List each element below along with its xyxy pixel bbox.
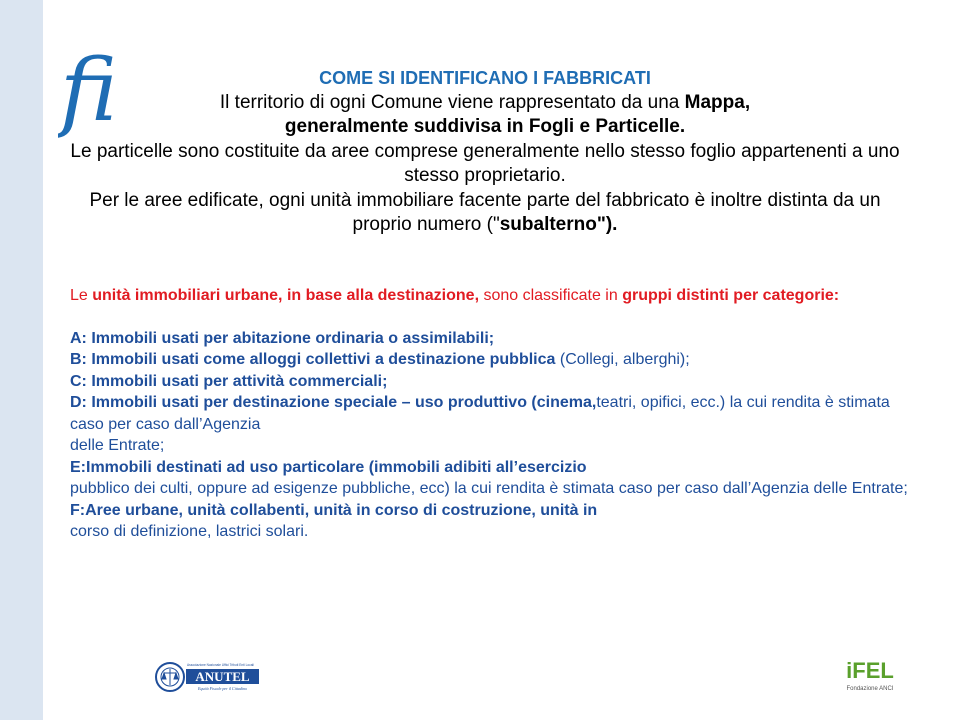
intro-text-1: Le [70,287,93,304]
category-d-text: teatri, opifici, ecc.) la cui rendita è stimata caso per caso dall’Agenzia [70,394,890,433]
anutel-logo-icon [155,660,260,694]
category-e-text: pubblico dei culti, oppure ad esigenze pubbliche, ecc) la cui rendita è stimata caso per caso dall’Agenzia delle Entrate; [70,480,908,497]
header-line-1-text: Il territorio di ogni Comune viene rappresentato da una [219,91,685,113]
category-a-bold: A: Immobili usati per abitazione ordinaria o assimilabili; [70,329,495,347]
slide-title: COME SI IDENTIFICANO I FABBRICATI [319,68,651,88]
header-line-4-text: Per le aree edificate, ogni unità immobiliare facente parte del fabbricato è inoltre distinta da un proprio numero (" [89,189,881,235]
left-decorative-bar [0,0,43,720]
category-d [70,392,910,435]
category-d-bold: D: Immobili usati per destinazione speciale – uso produttivo (cinema, [70,394,597,411]
slide-header [70,66,900,238]
category-f [70,500,910,522]
category-f-text: corso di definizione, lastrici solari. [70,523,309,540]
ifel-caption: Fondazione ANCI [846,686,894,692]
ifel-name: iFEL [846,658,894,683]
header-line-4-bold: subalterno"). [499,214,618,235]
header-line-4 [70,189,900,238]
category-a [70,328,910,350]
category-e-bold: E:Immobili destinati ad uso particolare (immobili adibiti all’esercizio [70,458,587,476]
fi-logo-mark: fi [60,41,118,140]
category-d-continued: delle Entrate; [70,437,165,454]
anutel-name: ANUTEL [195,669,250,684]
intro-bold-1: unità immobiliari urbane, in base alla destinazione, [92,287,480,304]
category-b-text: (Collegi, alberghi); [555,351,690,368]
header-line-3: Le particelle sono costituite da aree comprese generalmente nello stesso foglio appartenenti a uno stesso proprietario. [70,140,900,186]
header-line-1-bold: Mappa, [684,91,751,113]
spacer [70,307,910,328]
category-c [70,371,910,393]
anutel-caption: Associazione Nazionale Uffici Tributi Enti Locali [187,663,254,667]
header-line-1 [70,91,900,116]
intro-bold-2: gruppi distinti per categorie: [622,287,840,304]
categories-body [70,285,910,543]
ifel-logo-icon [845,654,895,698]
intro-text-2: sono classificate in [479,287,623,304]
category-e [70,457,910,479]
header-line-2 [70,115,900,140]
intro-paragraph [70,285,910,307]
category-f-bold: F:Aree urbane, unità collabenti, unità in corso di costruzione, unità in [70,501,598,519]
header-line-2-bold: generalmente suddivisa in Fogli e Particelle. [284,116,686,137]
category-c-bold: C: Immobili usati per attività commerciali; [70,372,388,390]
category-b-bold: B: Immobili usati come alloggi collettivi a destinazione pubblica [70,351,556,368]
category-b [70,349,910,371]
anutel-motto: Equità Fiscale per il Cittadino [197,686,248,691]
